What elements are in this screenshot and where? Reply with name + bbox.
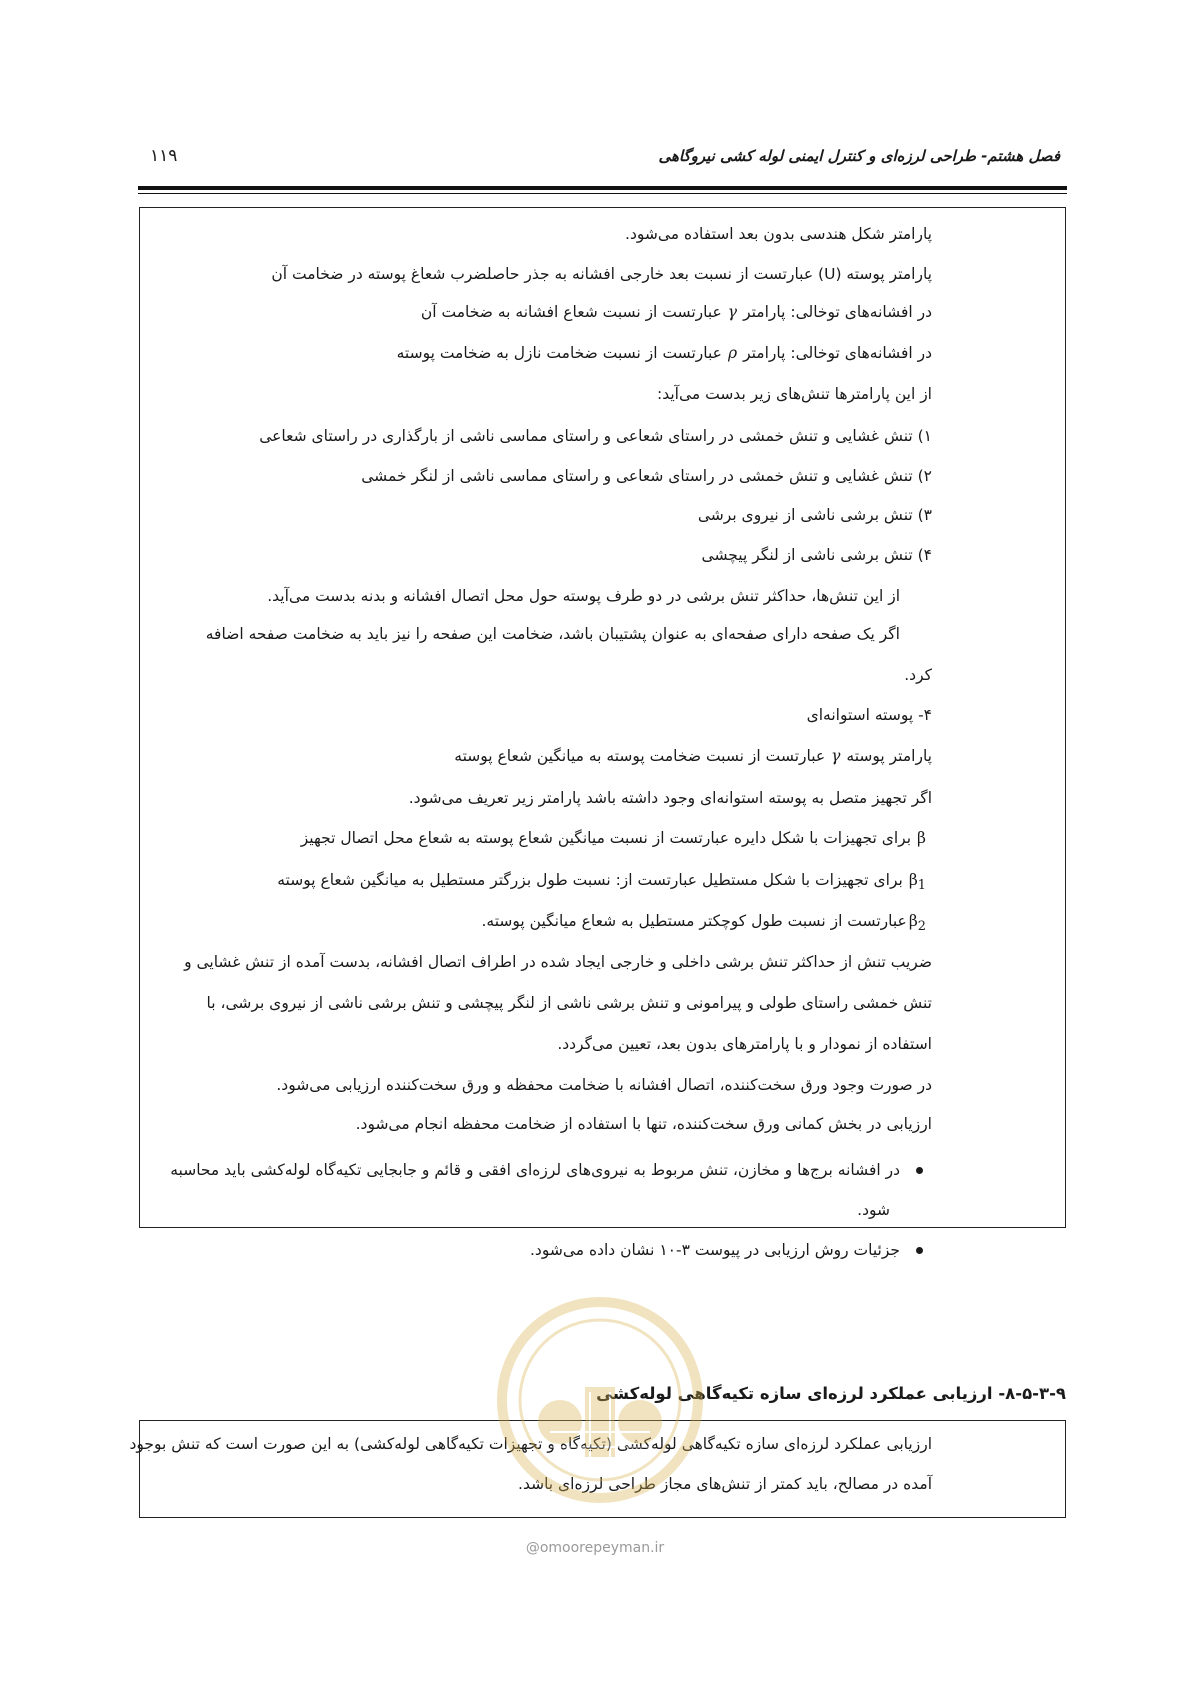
bullet-item-1 (170, 1156, 923, 1184)
beta-symbol: β (917, 829, 926, 847)
text: عبارتست از نسبت طول کوچکتر مستطیل به شعاع میانگین پوسته. (481, 912, 907, 930)
text: در افشانه‌های توخالی: پارامتر (743, 344, 932, 362)
text: پارامتر پوسته (846, 747, 932, 765)
bullet-item-2 (530, 1236, 923, 1264)
box1-line-7: ۲) تنش غشایی و تنش خمشی در راستای شعاعی و راستای مماسی ناشی از لنگر خمشی (361, 467, 932, 485)
subscript-1: 1 (917, 878, 926, 894)
box1-line-19: ضریب تنش از حداکثر تنش برشی داخلی و خارجی ایجاد شده در اطراف اتصال افشانه، بدست آمده از تنش غشایی و (184, 953, 932, 971)
box1-line-21: استفاده از نمودار و با پارامترهای بدون بعد، تعیین می‌گردد. (557, 1035, 932, 1053)
box1-line-6: ۱) تنش غشایی و تنش خمشی در راستای شعاعی و راستای مماسی ناشی از بارگذاری در راستای شعاعی (259, 427, 932, 445)
box1-line-5: از این پارامترها تنش‌های زیر بدست می‌آید: (656, 385, 932, 403)
bullet-dot (916, 1247, 923, 1254)
text: عبارتست از نسبت ضخامت پوسته به میانگین شعاع پوسته (454, 747, 826, 765)
bullet-text: در افشانه برج‌ها و مخازن، تنش مربوط به نیروی‌های لرزه‌ای افقی و قائم و جابجایی تکیه‌گاه لوله‌کشی باید محاسبه (170, 1161, 900, 1179)
beta: β (908, 912, 918, 930)
box1-line-20: تنش خمشی راستای طولی و پیرامونی و تنش برشی ناشی از لنگر پیچشی و تنش برشی ناشی از نیروی برشی، با (206, 994, 932, 1012)
text: برای تجهیزات با شکل دایره عبارتست از نسبت میانگین شعاع پوسته به شعاع محل اتصال تجهیز (300, 829, 912, 847)
subscript-2: 2 (917, 919, 926, 935)
box1-line-10: از این تنش‌ها، حداکثر تنش برشی در دو طرف پوسته حول محل اتصال افشانه و بدنه بدست می‌آید. (267, 587, 900, 605)
box1-line-22: در صورت وجود ورق سخت‌کننده، اتصال افشانه با ضخامت محفظه و ورق سخت‌کننده ارزیابی می‌شود. (276, 1076, 932, 1094)
box1-line-11: اگر یک صفحه دارای صفحه‌ای به عنوان پشتیبان باشد، ضخامت این صفحه را نیز باید به ضخامت صفحه اضافه (205, 625, 900, 643)
box1-line-9: ۴) تنش برشی ناشی از لنگر پیچشی (701, 546, 932, 564)
footer-url: @omoorepeyman.ir (525, 1540, 665, 1556)
box2-line-2: آمده در مصالح، باید کمتر از تنش‌های مجاز طراحی لرزه‌ای باشد. (518, 1475, 932, 1493)
box1-line-12: کرد. (904, 666, 932, 684)
box1-line-1: پارامتر شکل هندسی بدون بعد استفاده می‌شود. (625, 225, 932, 243)
box1-line-23: ارزیابی در بخش کمانی ورق سخت‌کننده، تنها با استفاده از ضخامت محفظه انجام می‌شود. (355, 1115, 932, 1133)
bullet-text: جزئیات روش ارزیابی در پیوست ۳-۱۰ نشان داده می‌شود. (530, 1241, 900, 1259)
beta: β (908, 871, 918, 889)
box1-line-2: پارامتر پوسته (U) عبارتست از نسبت بعد خارجی افشانه به جذر حاصلضرب شعاغ پوسته در ضخامت آن (271, 265, 932, 283)
page-number: ۱۱۹ (150, 146, 178, 166)
box1-line-8: ۳) تنش برشی ناشی از نیروی برشی (697, 506, 932, 524)
section-heading: ۸-۵-۳-۹- ارزیابی عملکرد لرزه‌ای سازه تکیه‌گاهی لوله‌کشی (596, 1384, 1066, 1403)
text: برای تجهیزات با شکل مستطیل عبارتست از: نسبت طول بزرگتر مستطیل به میانگین شعاع پوسته (277, 871, 903, 889)
box1-line-15: اگر تجهیز متصل به پوسته استوانه‌ای وجود داشته باشد پارامتر زیر تعریف می‌شود. (408, 789, 932, 807)
text: عبارتست از نسبت ضخامت نازل به ضخامت پوسته (396, 344, 722, 362)
gamma-symbol: γ (831, 747, 841, 765)
chapter-title: فصل هشتم- طراحی لرزه‌ای و کنترل ایمنی لوله کشی نیروگاهی (658, 147, 1060, 165)
box2-line-1: ارزیابی عملکرد لرزه‌ای سازه تکیه‌گاهی لوله‌کشی (تکیه‌گاه و تجهیزات تکیه‌گاهی لوله‌کشی) به این صورت است که تنش بوجود (129, 1435, 932, 1453)
text: عبارتست از نسبت شعاع افشانه به ضخامت آن (420, 303, 722, 321)
rho-symbol: ρ (727, 344, 738, 362)
bullet-dot (916, 1167, 923, 1174)
box1-line-13: ۴- پوسته استوانه‌ای (806, 706, 932, 724)
bullet-item-1-cont: شود. (857, 1201, 890, 1219)
gamma-symbol: γ (727, 303, 738, 321)
text: در افشانه‌های توخالی: پارامتر (743, 303, 932, 321)
